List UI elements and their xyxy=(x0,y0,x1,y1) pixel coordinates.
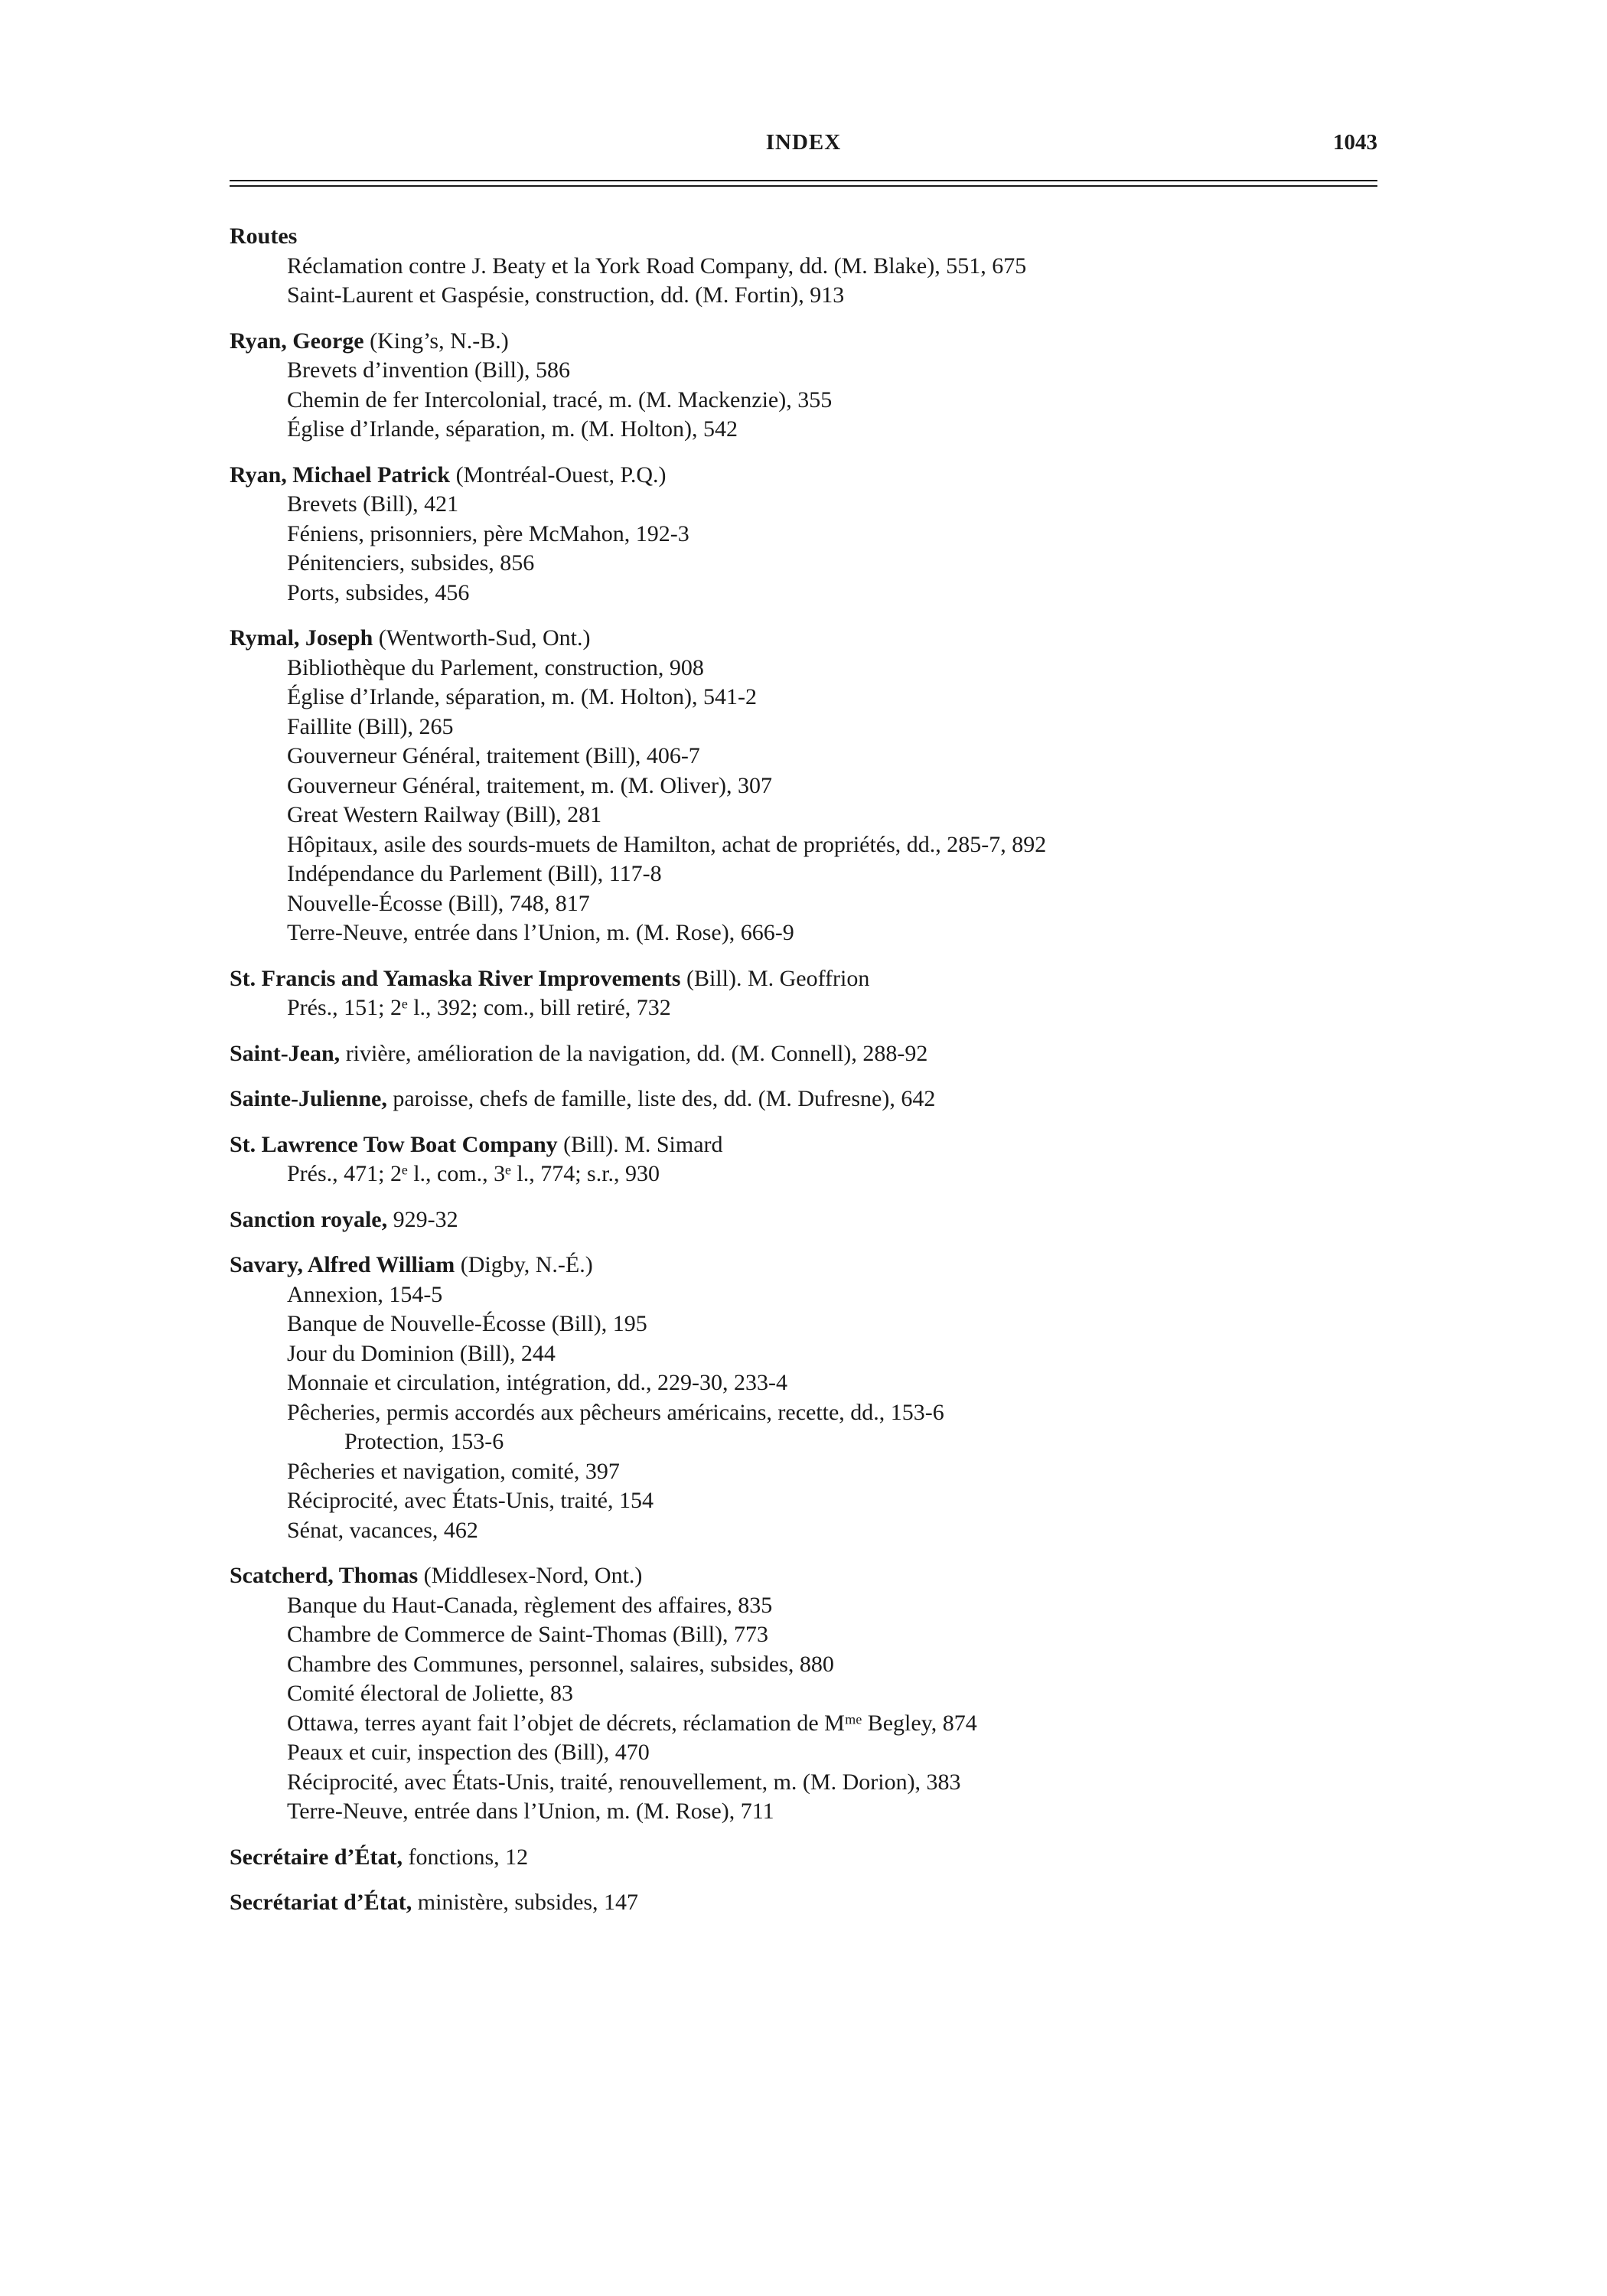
entry-heading xyxy=(230,1888,1377,1918)
sub-entry: Hôpitaux, asile des sourds-muets de Hamilton, achat de propriétés, dd., 285-7, 892 xyxy=(287,831,1047,857)
entry-head: Sanction royale, xyxy=(230,1206,388,1232)
index-entry-secretaire-d-etat xyxy=(230,1843,1377,1873)
entry-head: Sainte-Julienne, xyxy=(230,1086,387,1111)
sub-entry: Pêcheries, permis accordés aux pêcheurs américains, recette, dd., 153-6 xyxy=(287,1399,944,1425)
entry-heading xyxy=(230,1251,1377,1280)
index-entry-savary-alfred-william xyxy=(230,1251,1377,1545)
sub-entry: Féniens, prisonniers, père McMahon, 192-3 xyxy=(287,520,689,546)
header-rule-top xyxy=(230,180,1377,181)
sub-sub-entry: Protection, 153-6 xyxy=(344,1429,504,1454)
entry-head-rest: paroisse, chefs de famille, liste des, dd. (M. Dufresne), 642 xyxy=(386,1086,936,1111)
entry-heading xyxy=(230,624,1377,654)
sub-entry: Chambre des Communes, personnel, salaires, subsides, 880 xyxy=(287,1651,834,1677)
sub-entry: Great Western Railway (Bill), 281 xyxy=(287,802,602,827)
sub-entry: Gouverneur Général, traitement (Bill), 406-7 xyxy=(287,743,700,768)
index-entry-ryan-michael-patrick xyxy=(230,461,1377,608)
entry-head-rest: (King’s, N.-B.) xyxy=(363,328,509,354)
sub-entry: Terre-Neuve, entrée dans l’Union, m. (M. Rose), 711 xyxy=(287,1799,774,1824)
sub-entry: Banque du Haut-Canada, règlement des affaires, 835 xyxy=(287,1592,773,1618)
sub-entry: Faillite (Bill), 265 xyxy=(287,713,454,739)
sub-entry: Annexion, 154-5 xyxy=(287,1281,443,1307)
page-number: 1043 xyxy=(1333,130,1377,155)
entry-head: Secrétariat d’État, xyxy=(230,1890,412,1915)
index-entry-sainte-julienne xyxy=(230,1084,1377,1114)
sub-entry: Réciprocité, avec États-Unis, traité, 154 xyxy=(287,1488,654,1513)
entry-head-rest: (Bill). M. Simard xyxy=(557,1131,723,1157)
sub-entry: Pénitenciers, subsides, 856 xyxy=(287,550,535,576)
entry-head: St. Francis and Yamaska River Improvements xyxy=(230,965,681,991)
index-entry-scatcherd-thomas xyxy=(230,1561,1377,1827)
index-entry-rymal-joseph xyxy=(230,624,1377,948)
sub-entry: Jour du Dominion (Bill), 244 xyxy=(287,1340,556,1366)
entry-heading xyxy=(230,1084,1377,1114)
sub-entry: Réclamation contre J. Beaty et la York Road Company, dd. (M. Blake), 551, 675 xyxy=(287,253,1027,279)
entry-head: Rymal, Joseph xyxy=(230,625,373,651)
entry-heading xyxy=(230,964,1377,994)
sub-entry: Prés., 471; 2ᵉ l., com., 3ᵉ l., 774; s.r., 930 xyxy=(287,1161,660,1186)
index-entry-sanction-royale xyxy=(230,1205,1377,1235)
sub-entry: Chambre de Commerce de Saint-Thomas (Bill), 773 xyxy=(287,1622,769,1647)
sub-entry: Bibliothèque du Parlement, construction, 908 xyxy=(287,654,704,680)
entry-head-rest: (Middlesex-Nord, Ont.) xyxy=(418,1563,643,1588)
sub-entry: Terre-Neuve, entrée dans l’Union, m. (M. Rose), 666-9 xyxy=(287,920,794,945)
sub-entry: Chemin de fer Intercolonial, tracé, m. (M. Mackenzie), 355 xyxy=(287,386,833,413)
sub-entry: Banque de Nouvelle-Écosse (Bill), 195 xyxy=(287,1311,647,1336)
sub-entry: Comité électoral de Joliette, 83 xyxy=(287,1681,574,1706)
sub-entry: Monnaie et circulation, intégration, dd., 229-30, 233-4 xyxy=(287,1370,788,1395)
sub-entry: Réciprocité, avec États-Unis, traité, renouvellement, m. (M. Dorion), 383 xyxy=(287,1769,961,1795)
sub-entry: Brevets (Bill), 421 xyxy=(287,491,459,517)
entry-heading xyxy=(230,327,1377,357)
entry-head-rest: (Bill). M. Geoffrion xyxy=(680,965,870,991)
index-entry-saint-jean xyxy=(230,1039,1377,1069)
entry-heading xyxy=(230,1205,1377,1235)
sub-entry: Église d’Irlande, séparation, m. (M. Holton), 542 xyxy=(287,416,738,442)
sub-entry: Ottawa, terres ayant fait l’objet de décrets, réclamation de Mᵐᵉ Begley, 874 xyxy=(287,1710,977,1736)
index-entry-st-francis-yamaska xyxy=(230,964,1377,1023)
sub-entry: Saint-Laurent et Gaspésie, construction, dd. (M. Fortin), 913 xyxy=(287,282,845,308)
page-header xyxy=(230,130,1377,168)
entry-head-rest: (Montréal-Ouest, P.Q.) xyxy=(450,461,667,488)
sub-entry: Ports, subsides, 456 xyxy=(287,579,470,605)
header-rule-bottom xyxy=(230,185,1377,187)
sub-entry: Indépendance du Parlement (Bill), 117-8 xyxy=(287,861,662,886)
entry-head-rest: 929-32 xyxy=(387,1206,458,1232)
sub-entry: Prés., 151; 2ᵉ l., 392; com., bill retiré, 732 xyxy=(287,995,671,1020)
entry-head-rest: ministère, subsides, 147 xyxy=(412,1890,639,1915)
entry-heading xyxy=(230,1130,1377,1160)
entry-head-rest: fonctions, 12 xyxy=(403,1844,529,1870)
sub-entry: Sénat, vacances, 462 xyxy=(287,1517,478,1543)
sub-entry: Nouvelle-Écosse (Bill), 748, 817 xyxy=(287,890,590,916)
entry-head-rest: (Digby, N.-É.) xyxy=(455,1252,593,1277)
index-entry-routes xyxy=(230,222,1377,311)
entry-head: Ryan, George xyxy=(230,328,364,354)
entry-heading xyxy=(230,1039,1377,1069)
entry-head: Routes xyxy=(230,223,298,249)
sub-entry: Église d’Irlande, séparation, m. (M. Holton), 541-2 xyxy=(287,684,758,709)
entry-head: Ryan, Michael Patrick xyxy=(230,461,451,488)
entry-head: Scatcherd, Thomas xyxy=(230,1563,419,1588)
entry-heading xyxy=(230,1843,1377,1873)
entry-head: Saint-Jean, xyxy=(230,1040,341,1066)
index-entry-ryan-george xyxy=(230,327,1377,445)
entry-head: St. Lawrence Tow Boat Company xyxy=(230,1131,558,1157)
entry-head: Secrétaire d’État, xyxy=(230,1844,403,1870)
entry-heading xyxy=(230,1561,1377,1591)
index-entry-st-lawrence-tow-boat xyxy=(230,1130,1377,1189)
running-title: INDEX xyxy=(765,130,842,155)
sub-entry: Peaux et cuir, inspection des (Bill), 470 xyxy=(287,1740,650,1765)
entry-heading xyxy=(230,222,1377,252)
index-entry-secretariat-d-etat xyxy=(230,1888,1377,1918)
sub-entry: Brevets d’invention (Bill), 586 xyxy=(287,357,570,383)
entry-head-rest: (Wentworth-Sud, Ont.) xyxy=(373,625,591,651)
index-body xyxy=(230,222,1377,1934)
entry-head: Savary, Alfred William xyxy=(230,1252,455,1277)
sub-entry: Gouverneur Général, traitement, m. (M. Oliver), 307 xyxy=(287,772,772,798)
sub-entry: Pêcheries et navigation, comité, 397 xyxy=(287,1458,620,1484)
entry-heading xyxy=(230,461,1377,491)
entry-head-rest: rivière, amélioration de la navigation, dd. (M. Connell), 288-92 xyxy=(340,1040,928,1066)
